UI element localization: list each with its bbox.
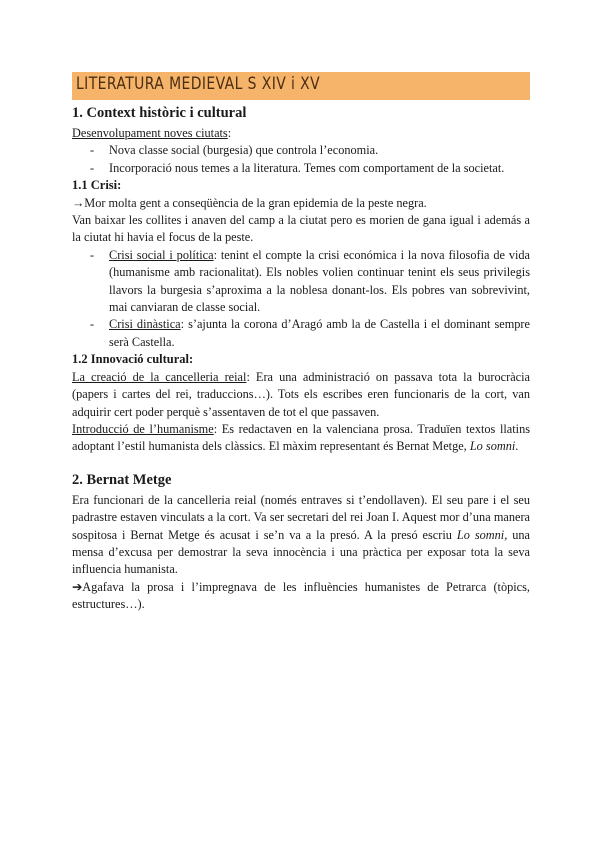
crisi-arrow-line: →Mor molta gent a conseqüència de la gran epidemia de la peste negra. — [72, 195, 427, 210]
bullet-text: : s’ajunta la corona d’Aragó amb la de Castella i el dominant sempre serà Castella. — [109, 317, 530, 349]
humanisme-end: . — [515, 439, 519, 454]
document-title: LITERATURA MEDIEVAL S XIV i XV — [76, 74, 321, 94]
section-1-bullet-list — [72, 142, 530, 177]
list-item: - Crisi social i política: tenint el compte la crisi económica i la nova filosofia de vida (humanisme amb racionalitat). Els nobles volien continuar tenint els seus privilegis llavors la burgesia s’aproxima a la noblesa donant-los. Els pobres van sobrevivint, mai canviaran de classe social. — [90, 247, 531, 315]
humanisme-label: Introducció de l’humanisme — [72, 421, 214, 436]
bullet-label: Crisi dinàstica — [109, 317, 181, 332]
humanisme-paragraph — [72, 421, 530, 456]
list-item-text: Incorporació nous temes a la literatura. Temes com comportament de la societat. — [109, 160, 505, 175]
work-title: Lo somni, — [456, 527, 508, 542]
section-1-heading: 1. Context històric i cultural — [72, 105, 247, 121]
bullet-text: : tenint el compte la crisi económica i la nova filosofia de vida (humanisme amb racionalitat). Els nobles volien continuar tenint els seus privilegis llavors la burgesia s’aproxima a la noblesa donant-los. Els pobres van sobrevivint, mai canviaran de classe social. — [109, 247, 531, 315]
cancelleria-paragraph — [72, 369, 530, 421]
section-2-heading: 2. Bernat Metge — [72, 471, 172, 488]
section-1-2-heading: 1.2 Innovació cultural: — [72, 352, 194, 367]
list-item-text: Nova classe social (burgesia) que controla l’economia. — [109, 143, 379, 158]
bernat-text-a: Era funcionari de la cancelleria reial (només entraves si t’endollaven). El seu pare i el seu padrastre estaven vinculats a la cort. Va ser secretari del rei Joan I. Aquest mor d’una manera sospitosa i Bernat Metge és acusat i se’n va a la presó. A la presó escriu — [72, 492, 530, 542]
section-1-subhead — [72, 125, 530, 142]
crisi-paragraph: Van baixar les collites i anaven del camp a la ciutat pero es morien de gana igual i además a la ciutat hi havia el focus de la peste. — [72, 213, 530, 245]
bernat-paragraph — [72, 492, 530, 579]
subhead-label: Desenvolupament noves ciutats — [72, 126, 228, 140]
document-body — [72, 103, 530, 614]
work-title: Lo somni — [469, 439, 516, 454]
humanisme-text: : Es redactaven en la valenciana prosa. Traduïen textos llatins adoptant l’estil humanista dels clàssics. El màxim representant és Bernat Metge, — [72, 421, 531, 454]
title-banner — [72, 72, 530, 100]
bullet-label: Crisi social i política — [109, 247, 214, 262]
bernat-text-b: una mensa d’excusa per demostrar la seva innocència i una pràctica per exposar tota la seva influencia humanista. — [72, 527, 530, 577]
list-item: - Incorporació nous temes a la literatura. Temes com comportament de la societat. — [90, 160, 505, 175]
list-item: - Crisi dinàstica: s’ajunta la corona d’Aragó amb la de Castella i el dominant sempre serà Castella. — [90, 317, 530, 349]
crisi-bullet-list — [72, 247, 530, 351]
bernat-arrow-line: ➔Agafava la prosa i l’impregnava de les influències humanistes de Petrarca (tòpics, estructures…). — [72, 579, 530, 612]
cancelleria-label: La creació de la cancelleria reial — [72, 369, 247, 384]
cancelleria-text: : Era una administració on passava tota la burocràcia (papers i cartes del rei, traduccions…). Tots els escribes eren funcionaris de la cort, van adquirir cert poder perquè s’assentaven de tot el que passaven. — [72, 369, 530, 419]
section-1-1-heading: 1.1 Crisi: — [72, 178, 122, 193]
list-item: - Nova classe social (burgesia) que controla l’economia. — [90, 143, 379, 158]
subhead-colon: : — [227, 126, 232, 140]
